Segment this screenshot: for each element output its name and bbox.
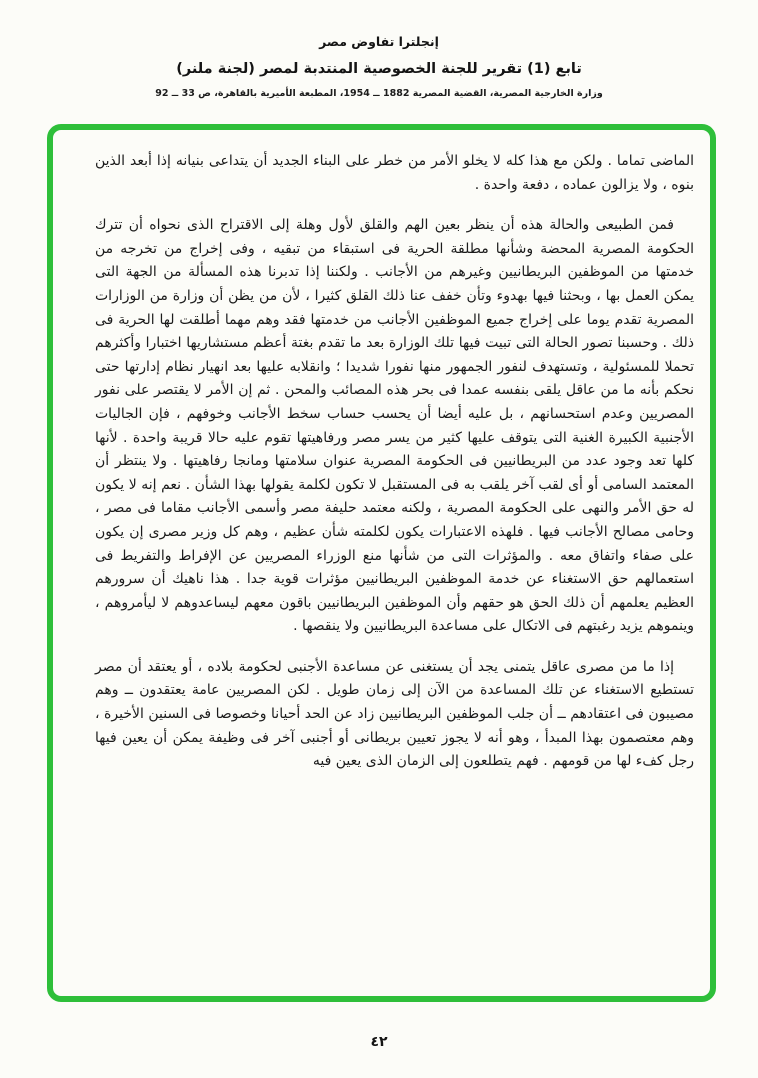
page-header bbox=[0, 34, 758, 99]
paragraph-3: إذا ما من مصرى عاقل يتمنى يجد أن يستغنى عن مساعدة الأجنبى لحكومة بلاده ، أو يعتقد أن مصر تستطيع الاستغناء عن تلك المساعدة من الآن إلى زمان طويل . لكن المصريين عامة يعتقدون ــ وهم مصيبون فى اعتقادهم ــ أن جلب الموظفين البريطانيين زاد عن الحد أحيانا وخصوصا فى السنين الأخيرة ، وهم معتصمون بهذا المبدأ ، وهو أنه لا يجوز تعيين بريطانى أو أجنبى آخر فى وظيفة يمكن أن يعين فيها رجل كفء لها من قومهم . فهم يتطلعون إلى الزمان الذى يعين فيه bbox=[95, 658, 694, 770]
paragraph-1: الماضى تماما . ولكن مع هذا كله لا يخلو الأمر من خطر على البناء الجديد أن يتداعى بنيانه إذا أبعد الذين بنوه ، ولا يزالون عماده ، دفعة واحدة . bbox=[95, 153, 694, 193]
document-title: إنجلترا تفاوض مصر bbox=[319, 34, 439, 49]
paragraph-2: فمن الطبيعى والحالة هذه أن ينظر بعين الهم والقلق لأول وهلة إلى الاقتراح الذى نحواه أن تترك الحكومة المصرية المحضة وشأنها مطلقة الحرية فى استبقاء من تبقيه ، وفى إخراج من تخرجه من خدمتها من الموظفين البريطانيين وغيرهم من الأجانب . ولكننا إذا تدبرنا هذه المسألة من الجهة التى يمكن العمل بها ، وبحثنا فيها بهدوء وتأن خفف عنا ذلك القلق كثيرا ، لأن من يظن أن وزارة من الوزارات المصرية تقدم يوما على إخراج جميع الموظفين الأجانب من خدمتها فقد وهم مهما أطلقت لها الحرية فى ذلك . وحسبنا تصور الحالة التى تبيت فيها تلك الوزارة بعد ما تقدم بغتة أعظم مستشاريها اختبارا وأكثرهم تحملا للمسئولية ، وتستهدف لنفور الجمهور منها نفورا شديدا ؛ وانقلابه عليها بعد انهيار نظام إدارتها حتى نحكم بأنه ما من عاقل يلقى بنفسه عمدا فى بحر هذه المصائب والمحن . ثم إن الأمر لا يقتصر على نفور المصريين وعدم استحسانهم ، بل عليه أيضا أن يحسب حساب سخط الأجانب وخوفهم ، فإن الجاليات الأجنبية الكبيرة الغنية التى يتوقف عليها كثير من يسر مصر ورفاهيتها تقوم عليه حالا قريبة واحدة . لأنها كلها تعد وجود عدد من البريطانيين فى الحكومة المصرية عنوان سلامتها ومانجا رفاهيتها . ولا ينتظر أن المعتمد السامى أو أى لقب آخر يلقب به فى المستقبل لا تكون لكلمة يقولها بهذا الشأن . نعم إنه لا يكون له حق الأمر والنهى على الحكومة المصرية ، ولكنه معتمد حليفة مصر وأسمى الأجانب مقاما فى مصر ، وحامى مصالح الأجانب فيها . فلهذه الاعتبارات يكون لكلمته شأن عظيم ، وهم كل وزير مصرى إن يكون على صفاء واتفاق معه . والمؤثرات التى من شأنها منع الوزراء المصريين عن الإفراط والتفريط فى استعمالهم حق الاستغناء عن خدمة الموظفين البريطانيين مؤثرات قوية جدا . هذا ناهيك أن سرورهم العظيم يعلمهم أن ذلك الحق هو حقهم وأن الموظفين البريطانيين باقون معهم ليساعدوهم لا ليأمروهم ، وينموهم يزيد رغبتهم فى الاتكال على مساعدة البريطانيين ولا ينقصها . bbox=[95, 217, 694, 635]
green-border-frame bbox=[47, 124, 716, 1002]
body-text bbox=[95, 150, 694, 791]
document-subtitle: تابع (1) تقرير للجنة الخصوصية المنتدبة لمصر (لجنة ملنر) bbox=[176, 61, 582, 77]
source-citation: وزارة الخارجية المصرية، القضية المصرية 1882 ــ 1954، المطبعة الأميرية بالقاهرة، ص 33 ــ 92 bbox=[155, 88, 603, 99]
page-number: ٤٢ bbox=[370, 1034, 388, 1050]
